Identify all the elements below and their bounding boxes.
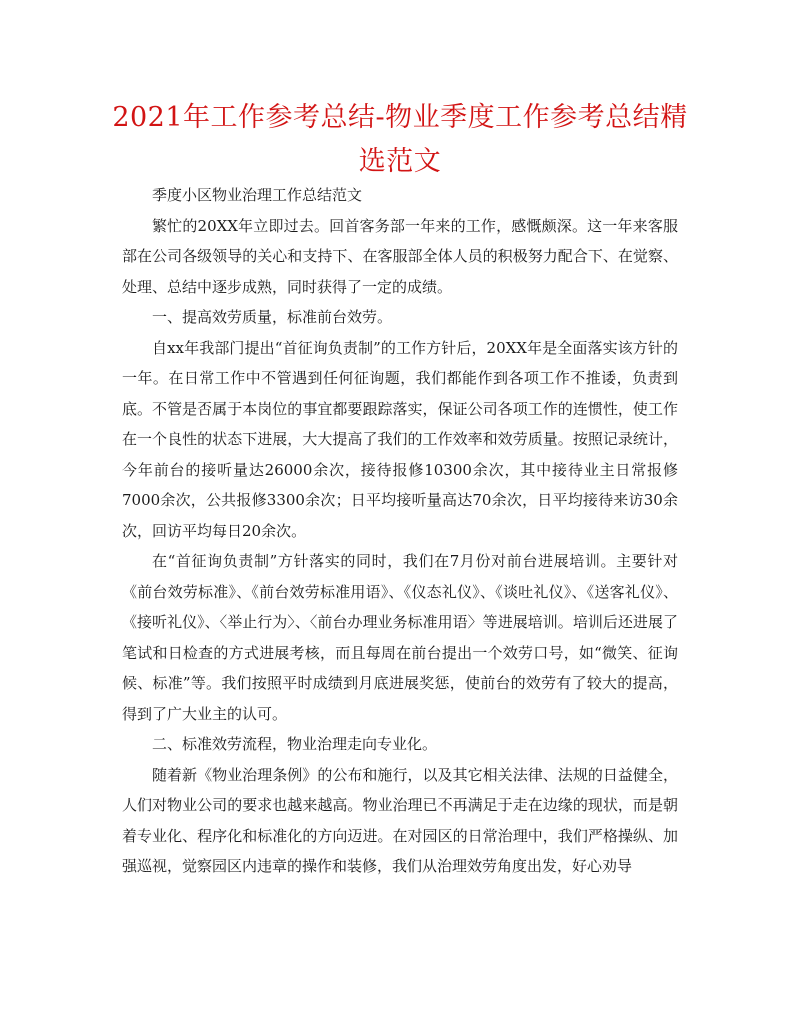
paragraph-training: 在“首征询负责制”方针落实的同时，我们在7月份对前台进展培训。主要针对《前台效劳标准》、《前台效劳标准用语》、《仪态礼仪》、《谈吐礼仪》、《送客礼仪》、《接听礼仪》、〈举止行为〉、〈前台办理业务标准用语〉等进展培训。培训后还进展了笔试和日检查的方式进展考核，而且每周在前台提出一个效劳口号，如“微笑、征询候、标准”等。我们按照平时成绩到月底进展奖惩，使前台的效劳有了较大的提高，得到了广大业主的认可。 bbox=[122, 552, 678, 723]
section-heading-2: 二、标准效劳流程，物业治理走向专业化。 bbox=[152, 735, 438, 753]
paragraph-intro: 繁忙的20XX年立即过去。回首客务部一年来的工作，感慨颇深。这一年来客服部在公司各级领导的关心和支持下、在客服部全体人员的积极努力配合下、在觉察、处理、总结中逐步成熟，同时获得了一定的成绩。 bbox=[122, 216, 678, 296]
document-body bbox=[122, 180, 678, 882]
paragraph-subtitle: 季度小区物业治理工作总结范文 bbox=[152, 186, 363, 204]
section-heading-1: 一、提高效劳质量，标准前台效劳。 bbox=[152, 308, 393, 326]
paragraph-regulations: 随着新《物业治理条例》的公布和施行，以及其它相关法律、法规的日益健全，人们对物业公司的要求也越来越高。物业治理已不再满足于走在边缘的现状，而是朝着专业化、程序化和标准化的方向迈进。在对园区的日常治理中，我们严格操纵、加强巡视，觉察园区内违章的操作和装修，我们从治理效劳角度出发，好心劝导 bbox=[122, 765, 678, 875]
document-title: 2021年工作参考总结-物业季度工作参考总结精选范文 bbox=[112, 102, 688, 177]
paragraph-service-policy: 自xx年我部门提出“首征询负责制”的工作方针后，20XX年是全面落实该方针的一年。在日常工作中不管遇到任何征询题，我们都能作到各项工作不推诿，负责到底。不管是否属于本岗位的事宜都要跟踪落实，保证公司各项工作的连惯性，使工作在一个良性的状态下进展，大大提高了我们的工作效率和效劳质量。按照记录统计，今年前台的接听量达26000余次，接待报修10300余次，其中接待业主日常报修7000余次，公共报修3300余次；日平均接听量高达70余次，日平均接待来访30余次，回访平均每日20余次。 bbox=[122, 338, 678, 540]
